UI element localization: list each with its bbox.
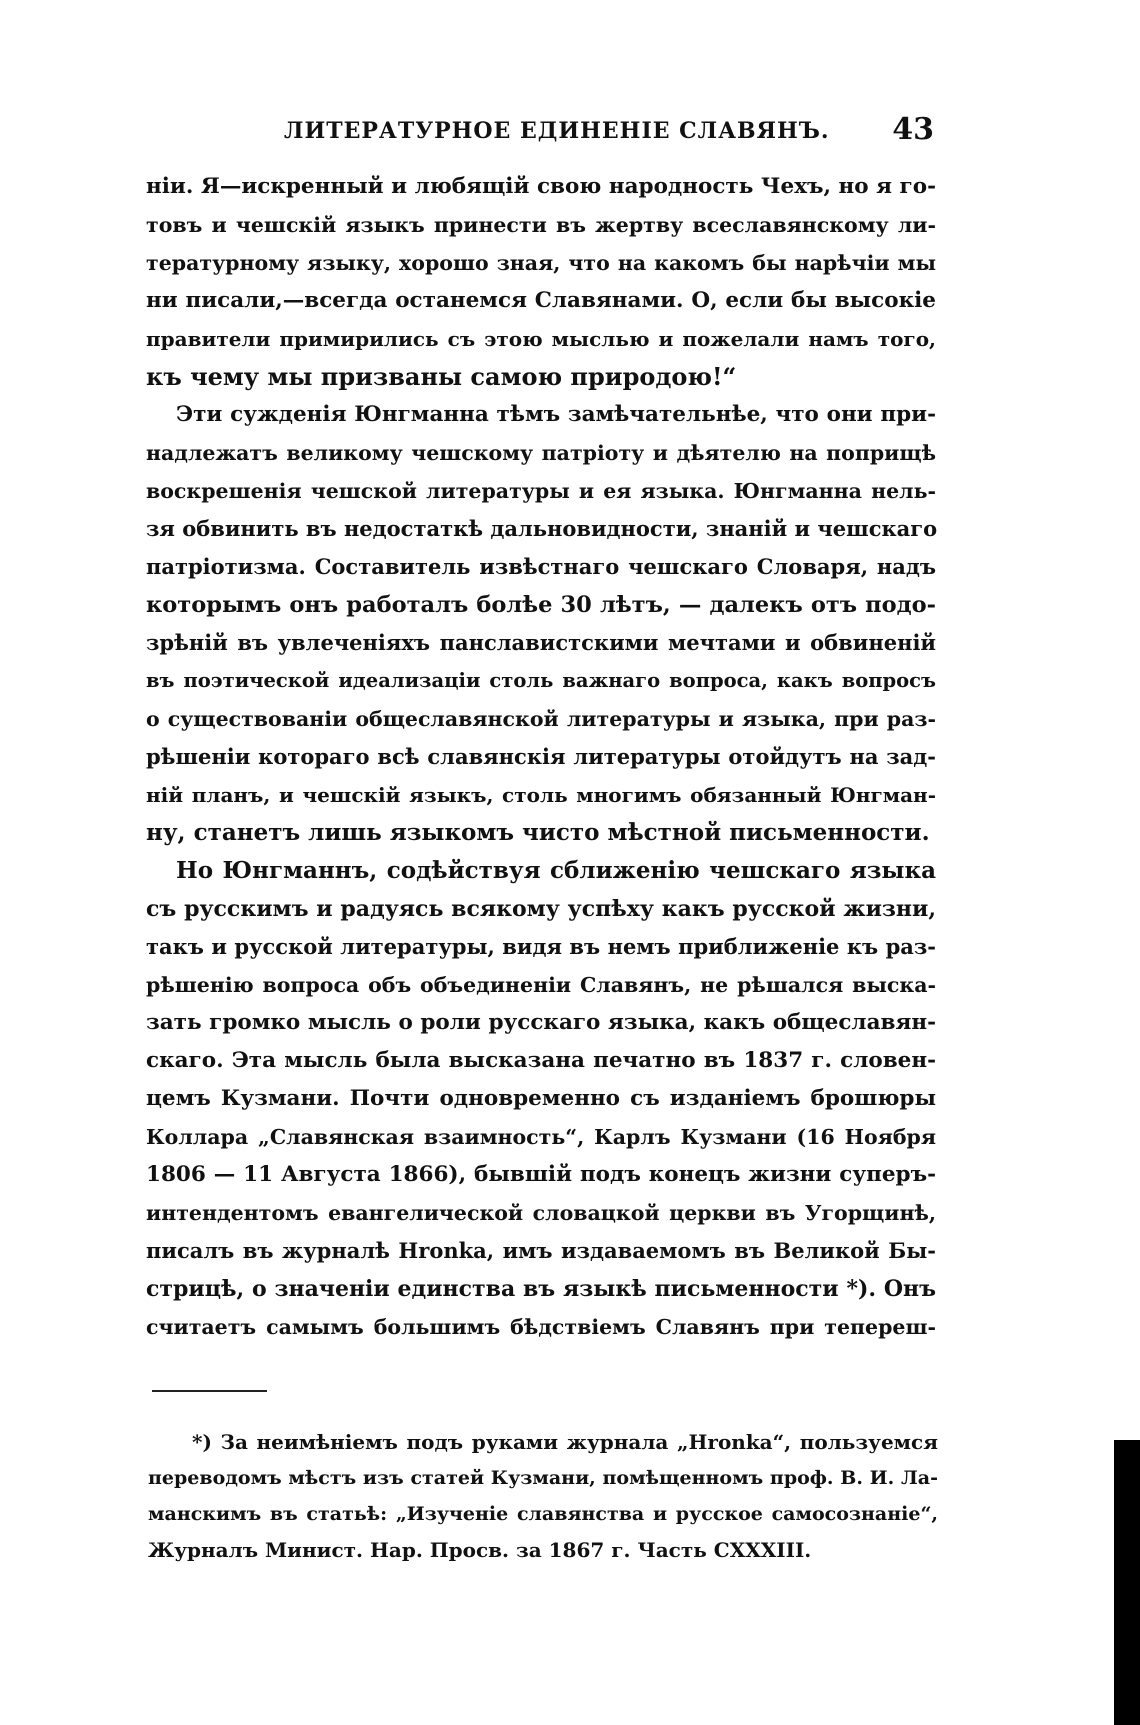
text-line: тературному языку, хорошо зная, что на какомъ бы нарѣчіи мы <box>146 251 936 275</box>
text-line: ни писали,—всегда останемся Славянами. О, если бы высокіе <box>146 288 936 313</box>
text-line: зать громко мысль о роли русскаго языка, какъ общеславян- <box>146 1010 936 1035</box>
footnote <box>148 1424 938 1568</box>
text-line: Эти сужденія Юнгманна тѣмъ замѣчательнѣе, что они при- <box>176 402 936 427</box>
text-line: ну, станетъ лишь языкомъ чисто мѣстной письменности. <box>146 819 930 846</box>
footnote-line: Журналъ Минист. Нар. Просв. за 1867 г. Часть CXXXIII. <box>148 1538 812 1562</box>
text-line: которымъ онъ работалъ болѣе 30 лѣтъ, — далекъ отъ подо- <box>146 592 936 618</box>
footnote-divider <box>152 1390 267 1392</box>
text-line: патріотизма. Составитель извѣстнаго чешскаго Словаря, надъ <box>146 554 936 579</box>
text-line: рѣшенію вопроса объ объединеніи Славянъ, не рѣшался выска- <box>146 973 936 997</box>
text-line: скаго. Эта мысль была высказана печатно въ 1837 г. словен- <box>146 1048 936 1073</box>
page-number: 43 <box>892 112 934 147</box>
text-line: ній планъ, и чешскій языкъ, столь многимъ обязанный Юнгман- <box>146 783 936 807</box>
footnote-line: переводомъ мѣстъ изъ статей Кузмани, помѣщенномъ проф. В. И. Ла- <box>148 1467 938 1489</box>
footnote-line: манскимъ въ статьѣ: „Изученіе славянства и русское самосознаніе“, <box>148 1503 938 1525</box>
running-title: ЛИТЕРАТУРНОЕ ЕДИНЕНІЕ СЛАВЯНЪ. <box>284 118 830 144</box>
text-line: ніи. Я—искренный и любящій свою народность Чехъ, но я го- <box>146 174 936 199</box>
text-line: правители примирились съ этою мыслью и пожелали намъ того, <box>146 327 936 351</box>
text-line: товъ и чешскій языкъ принести въ жертву всеславянскому ли- <box>146 213 936 237</box>
body-text <box>146 168 936 1346</box>
text-line: стрицѣ, о значеніи единства въ языкѣ письменности *). Онъ <box>146 1276 936 1302</box>
footnote-line: *) За неимѣніемъ подъ руками журнала „Hronka“, пользуемся <box>192 1430 938 1454</box>
text-line: зя обвинить въ недостаткѣ дальновидности, знаній и чешскаго <box>146 516 938 541</box>
text-line: о существованіи общеславянской литературы и языка, при раз- <box>146 707 936 731</box>
text-line: надлежатъ великому чешскому патріоту и дѣятелю на поприщѣ <box>146 441 936 465</box>
text-line: цемъ Кузмани. Почти одновременно съ изданіемъ брошюры <box>146 1086 936 1111</box>
text-line: считаетъ самымъ большимъ бѣдствіемъ Славянъ при тепереш- <box>146 1315 936 1339</box>
text-line: къ чему мы призваны самою природою!“ <box>146 362 737 391</box>
text-line: интендентомъ евангелической словацкой церкви въ Угорщинѣ, <box>146 1201 936 1225</box>
text-line: воскрешенія чешской литературы и ея языка. Юнгманна нель- <box>146 479 936 503</box>
text-line: зрѣній въ увлеченіяхъ панславистскими мечтами и обвиненій <box>146 630 936 655</box>
text-line: Но Юнгманнъ, содѣйствуя сближенію чешскаго языка <box>176 857 936 884</box>
text-line: съ русскимъ и радуясь всякому успѣху какъ русской жизни, <box>146 896 936 922</box>
text-line: 1806 — 11 Августа 1866), бывшій подъ конецъ жизни суперъ- <box>146 1162 936 1187</box>
text-line: писалъ въ журналѣ Hronka, имъ издаваемомъ въ Великой Бы- <box>146 1238 936 1263</box>
page-header <box>284 112 934 152</box>
text-line: въ поэтической идеализаціи столь важнаго вопроса, какъ вопросъ <box>146 669 936 692</box>
text-line: рѣшеніи котораго всѣ славянскія литературы отойдутъ на зад- <box>146 744 936 769</box>
page-edge-shadow <box>1114 1440 1140 1725</box>
text-line: Коллара „Славянская взаимность“, Карлъ Кузмани (16 Ноября <box>146 1125 936 1149</box>
text-line: такъ и русской литературы, видя въ немъ приближеніе къ раз- <box>146 934 936 959</box>
